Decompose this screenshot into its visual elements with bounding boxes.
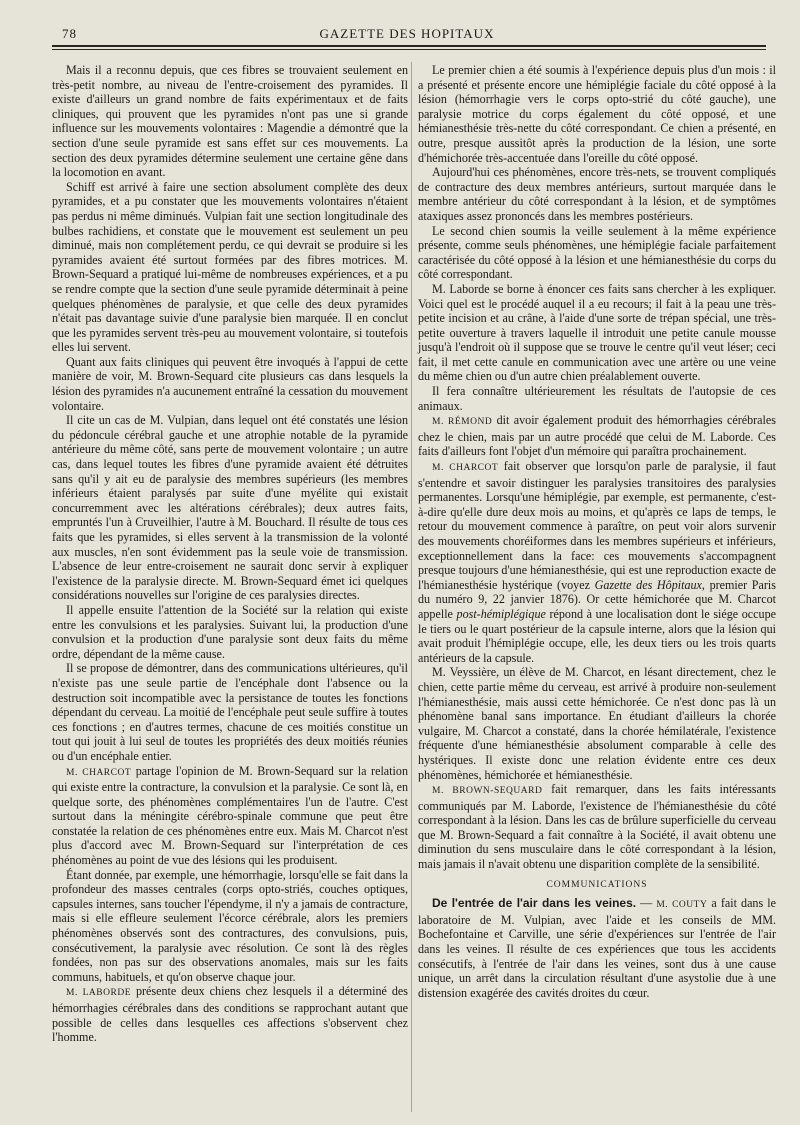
paragraph (418, 782, 776, 872)
column-divider (411, 62, 412, 1112)
paragraph: M. Laborde se borne à énoncer ces faits sans chercher à les expliquer. Voici quel est le procédé auquel il a eu recours; il fait à la peau une très-petite incision et au crâne, à l'aide d'une sorte de trépan spécial, une très-petite ouverture à travers laquelle il introduit une petite canule mousse jusqu'à l'endroit où il suppose que se trouve le centre qu'il veut léser; ceci fait, il met cette canule en communication avec une artère ou une veine du même chien ou d'un autre chien préalablement ouverte. (418, 281, 776, 384)
section-title: COMMUNICATIONS (546, 879, 648, 890)
paragraph-text: répond à une localisation dont le siége occupe le tiers ou le quart postérieur de la capsule interne, alors que la lésion qui avait produit l'hémiplégie occupe, elle, les deux tiers ou les trois quarts antérieurs de la capsule. (418, 606, 777, 665)
speaker-name: M. COUTY (656, 900, 708, 911)
speaker-name: M. CHARCOT (66, 767, 132, 778)
paragraph: Le second chien soumis la veille seulement à la même expérience présente, comme seuls phénomènes, une hémiplégie faciale parfaitement caractérisée du côté opposé à la lésion et une hémianesthésie du corps du côté correspondant. (418, 223, 776, 282)
paragraph-text: dit avoir également produit des hémorrhagies cérébrales chez le chien, mais par un autre procédé que celui de M. Laborde. Ces faits d'ailleurs font l'objet d'un mémoire qui paraîtra prochainement. (418, 413, 776, 459)
paragraph: Le premier chien a été soumis à l'expérience depuis plus d'un mois : il a présenté et présente encore une hémiplégie faciale du côté opposé à la lésion (hémorrhagie vers le corps opto-strié du côté gauche), une paralysie motrice du corps également du côté opposé, et une hémianesthésie très-nette du côté correspondant. Ce chien a présenté, en outre, presque aussitôt après la production de la lésion, une sorte d'hémichorée très-accentuée dans l'oreille du côté opposé. (418, 63, 776, 165)
journal-reference: Gazette des Hôpitaux (594, 577, 702, 592)
header-rule-thin (52, 49, 766, 50)
paragraph (418, 413, 776, 459)
paragraph (418, 459, 776, 665)
paragraph: Étant donnée, par exemple, une hémorrhagie, lorsqu'elle se fait dans la profondeur des masses centrales (corps opto-striés, couches optiques, capsules internes, sans toucher l'épendyme, il n'y a jamais de contracture, mais si elle effleure seulement l'écorce cérébrale, alors les premiers phénomènes observés sont des contractures, des convulsions, puis, consécutivement, la paralysie avec résolution. Ce sont là des règles fondées, non pas sur des observations anomales, mais sur les faits communs, habituels, et qu'on observe chaque jour. (52, 867, 408, 984)
italic-term: post-hémiplégique (456, 606, 546, 621)
right-column (418, 63, 776, 1000)
dash: — (640, 896, 653, 911)
header-rule (52, 45, 766, 47)
paragraph-text: fait observer que lorsqu'on parle de paralysie, il faut s'entendre et savoir distinguer les paralysies transitoires des paralysies permanentes. Lorsqu'une hémiplégie, par exemple, est permanente, c'est-à-dire qu'elle dure deux mois au moins, et qu'après ce laps de temps, le retour du mouvement commence à paraître, on peut voir alors survenir des mouvements choréiformes dans les membres supérieurs et inférieurs, exceptionnellement dans la face: ces mouvements s'accompagnent presque toujours d'une hémianesthésie, qui est une reproduction exacte de l'hémianesthésie hystérique (voyez (418, 459, 776, 592)
paragraph-text: fait remarquer, dans les faits intéressants communiqués par M. Laborde, l'existence de l'hémianesthésie du côté correspondant à la lésion. Dans les cas de brûlure superficielle du cerveau que M. Brown-Sequard a fait connaître à la Société, il avait obtenu une diminution du sens musculaire dans le côté correspondant à la lésion, mais jamais il n'avait obtenu une disparition complète de la sensibilité. (418, 782, 776, 872)
speaker-name: M. LABORDE (66, 988, 131, 999)
speaker-name: M. CHARCOT (432, 463, 499, 474)
paragraph-text: a fait dans le laboratoire de M. Vulpian, avec l'aide et les conseils de MM. Bochefontaine et Carville, une série d'expériences sur l'entrée de l'air dans les veines. Il résulte de ces expériences que tous les accidents consécutifs, à l'entrée de l'air dans les veines, sont dus à une cause unique, un arrêt dans la circulation résultant d'une asystolie due à une distension exagérée des cavités droites du cœur. (418, 896, 776, 1000)
speaker-name: M. RÉMOND (432, 417, 493, 428)
paragraph (418, 896, 776, 1000)
paragraph-text: partage l'opinion de M. Brown-Sequard sur la relation qui existe entre la contracture, la convulsion et la paralysie. Ce sont là, en quelque sorte, des phénomènes complémentaires l'un de l'autre. C'est surtout dans la méningite cérébro-spinale commune que peut être constatée la relation de ces phénomènes entre eux. Mais M. Charcot n'est plus d'accord avec M. Brown-Sequard sur l'interprétation de ces phénomènes au point de vue des lésions qui les produisent. (52, 763, 408, 868)
paragraph: M. Veyssière, un élève de M. Charcot, en lésant directement, chez le chien, cette partie même du cerveau, est arrivé à produire non-seulement l'hémianesthésie, mais aussi cette hémichorée. Ce n'est donc pas là un phénomène banal sans importance. En étudiant d'ailleurs la chorée vulgaire, M. Charcot a constaté, dans la chorée hémilatérale, l'existence fréquente d'une hémianesthésie absolument comparable à celle des hystériques. Il existe donc une relation évidente entre ces deux phénomènes, hémichorée et hémianesthésie. (418, 665, 776, 782)
paragraph: Quant aux faits cliniques qui peuvent être invoqués à l'appui de cette manière de voir, M. Brown-Sequard cite plusieurs cas dans lesquels la lésion des pyramides n'a aucunement entraîné la cessation du mouvement volontaire. (52, 354, 408, 413)
running-title: GAZETTE DES HOPITAUX (319, 26, 495, 41)
paragraph: Mais il a reconnu depuis, que ces fibres se trouvaient seulement en très-petit nombre, au niveau de l'entre-croisement des pyramides. Il existe d'ailleurs un grand nombre de faits expérimentaux et de faits cliniques, qui prouvent que les pyramides n'ont pas une si grande influence sur les mouvements volontaires : Magendie a démontré que la section d'une seule pyramide est sans effet sur ces mouvements. La section des deux pyramides détermine seulement une certaine gêne dans la locomotion en avant. (52, 63, 408, 180)
page-header (52, 26, 762, 44)
paragraph (52, 764, 408, 868)
paragraph: Il se propose de démontrer, dans des communications ultérieures, qu'il n'existe pas une seule partie de l'encéphale dont l'absence ou la destruction soit incompatible avec la persistance de toutes les fonctions dépendant du cerveau. La moitié de l'encéphale peut seule suffire à toutes ces fonctions ; en d'autres termes, chacune de ces moitiés constitue un tout qui jouit à lui seul de toutes les propriétés des deux moitiés réunies ou d'un encéphale entier. (52, 661, 408, 763)
left-column (52, 63, 408, 1045)
paragraph-text: , premier Paris du numéro 9, 22 janvier 1876). Or cette hémichorée que M. Charcot appelle (418, 577, 776, 621)
paragraph: Il cite un cas de M. Vulpian, dans lequel ont été constatés une lésion du pédoncule cérébral gauche et une atrophie notable de la pyramide antérieure du même côté, sans perte de mouvement volontaire ; un autre cas, dans lequel toutes les fibres d'une pyramide avaient été détruites sans qu'il y ait eu de paralysie des membres supérieurs (les membres inférieurs étaient paralysés par suite d'une myélite qui existait concurremment avec les altérations cérébrales); deux autres faits, empruntés l'un à Cruveilhier, l'autre à M. Bouchard. Il résulte de tous ces faits que les pyramides, si elles servent à la transmission de la volonté aux muscles, n'en sont évidemment pas la seule voie de transmission. L'absence de leur entre-croisement ne saurait donc servir à expliquer l'existence de la paralysie directe. M. Brown-Sequard émet ici quelques considérations nouvelles sur l'origine de ces paralysies directes. (52, 413, 408, 603)
paragraph-text: présente deux chiens chez lesquels il a déterminé des hémorrhagies cérébrales dans des conditions se rapprochant autant que possible de celles dans lesquelles ces affections s'observent chez l'homme. (52, 984, 408, 1045)
paragraph: Il appelle ensuite l'attention de la Société sur la relation qui existe entre les convulsions et les paralysies. Suivant lui, la production d'une convulsion et la production d'une paralysie sont deux faits du même ordre, dépendant de la même cause. (52, 602, 408, 661)
paragraph: Il fera connaître ultérieurement les résultats de l'autopsie de ces animaux. (418, 384, 776, 413)
page-number: 78 (62, 26, 77, 41)
speaker-name: M. BROWN-SEQUARD (432, 786, 543, 797)
communication-title: De l'entrée de l'air dans les veines. (432, 896, 637, 911)
paragraph: Schiff est arrivé à faire une section absolument complète des deux pyramides, et a pu constater que les mouvements volontaires n'étaient pas perdus ni même diminués. Vulpian fait une section longitudinale des bulbes rachidiens, et constate que le mouvement est seulement un peu diminué, mais non complétement perdu, ce qui devrait se produire si les pyramides avaient été surtout formées par des fibres motrices. M. Brown-Sequard a pratiqué lui-même de nombreuses expériences, et a pu se rendre compte que la section d'une seule pyramide déterminait à peine quelques phénomènes de paralysie, et que celle des deux pyramides n'était pas davantage suivie d'une paralysie bien marquée. Il en conclut que les pyramides servent très-peu au mouvement volontaire, si toutefois elles lui servent. (52, 179, 408, 355)
paragraph: Aujourd'hui ces phénomènes, encore très-nets, se trouvent compliqués de contracture des deux membres antérieurs, surtout marquée dans le membre antérieur du côté correspondant à la lésion, et de symptômes ataxiques assez prononcés dans les membres postérieurs. (418, 165, 776, 223)
paragraph (52, 984, 408, 1044)
